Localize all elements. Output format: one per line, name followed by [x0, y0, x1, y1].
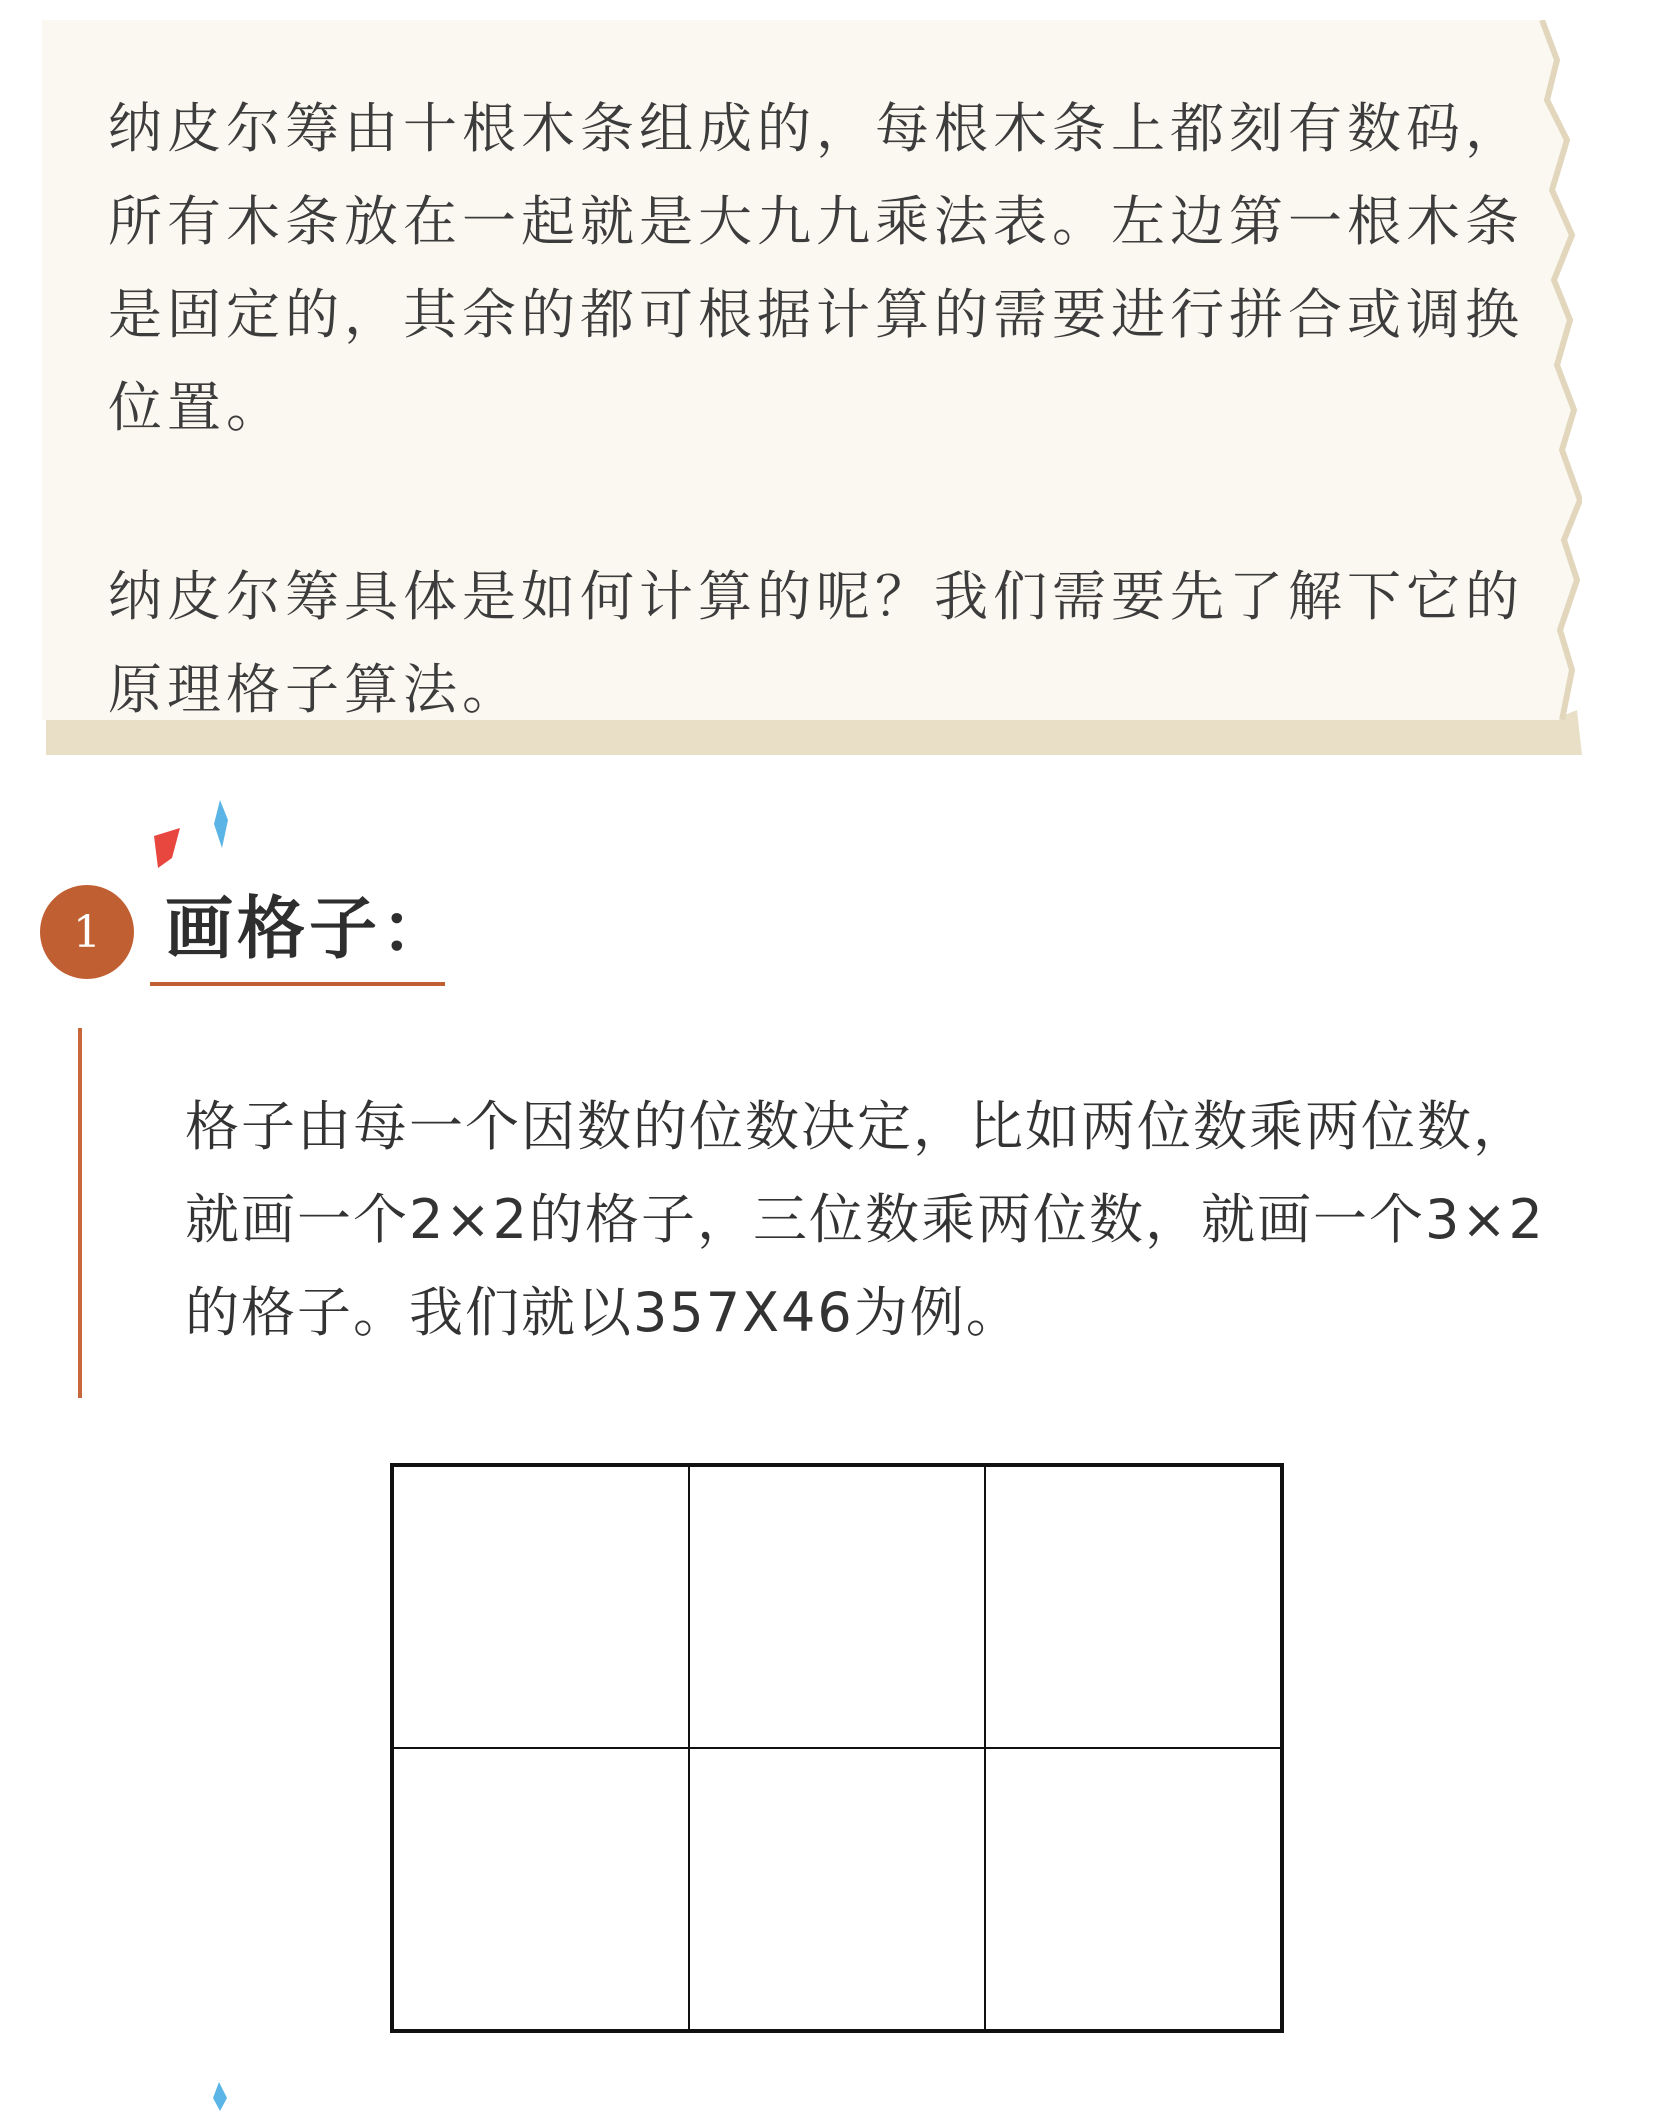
- quote-text: 格子由每一个因数的位数决定，比如两位数乘两位数，就画一个2×2的格子，三位数乘两位数，就画一个3×2的格子。我们就以357X46为例。: [185, 1095, 1545, 1344]
- grid-cell: [393, 1748, 689, 2030]
- grid-cell: [689, 1748, 985, 2030]
- grid-cell: [689, 1466, 985, 1748]
- quote-accent-bar: [78, 1028, 82, 1398]
- confetti-blue-icon: [208, 800, 232, 850]
- section-title-underline: [150, 982, 445, 986]
- section-title: 画格子：: [165, 890, 454, 969]
- confetti-blue-bottom-icon: [208, 2082, 230, 2111]
- grid-cell: [985, 1466, 1281, 1748]
- grid-cell: [393, 1466, 689, 1748]
- section-number-badge: 1: [40, 885, 134, 979]
- confetti-red-icon: [150, 826, 186, 870]
- grid-cell: [985, 1748, 1281, 2030]
- intro-paragraph-2: 纳皮尔筹具体是如何计算的呢？我们需要先了解下它的原理格子算法。: [108, 565, 1524, 721]
- intro-paragraph-1: 纳皮尔筹由十根木条组成的，每根木条上都刻有数码，所有木条放在一起就是大九九乘法表。左边第一根木条是固定的，其余的都可根据计算的需要进行拼合或调换位置。: [108, 97, 1524, 439]
- lattice-grid: [390, 1463, 1284, 2033]
- intro-paper-card: [42, 20, 1582, 755]
